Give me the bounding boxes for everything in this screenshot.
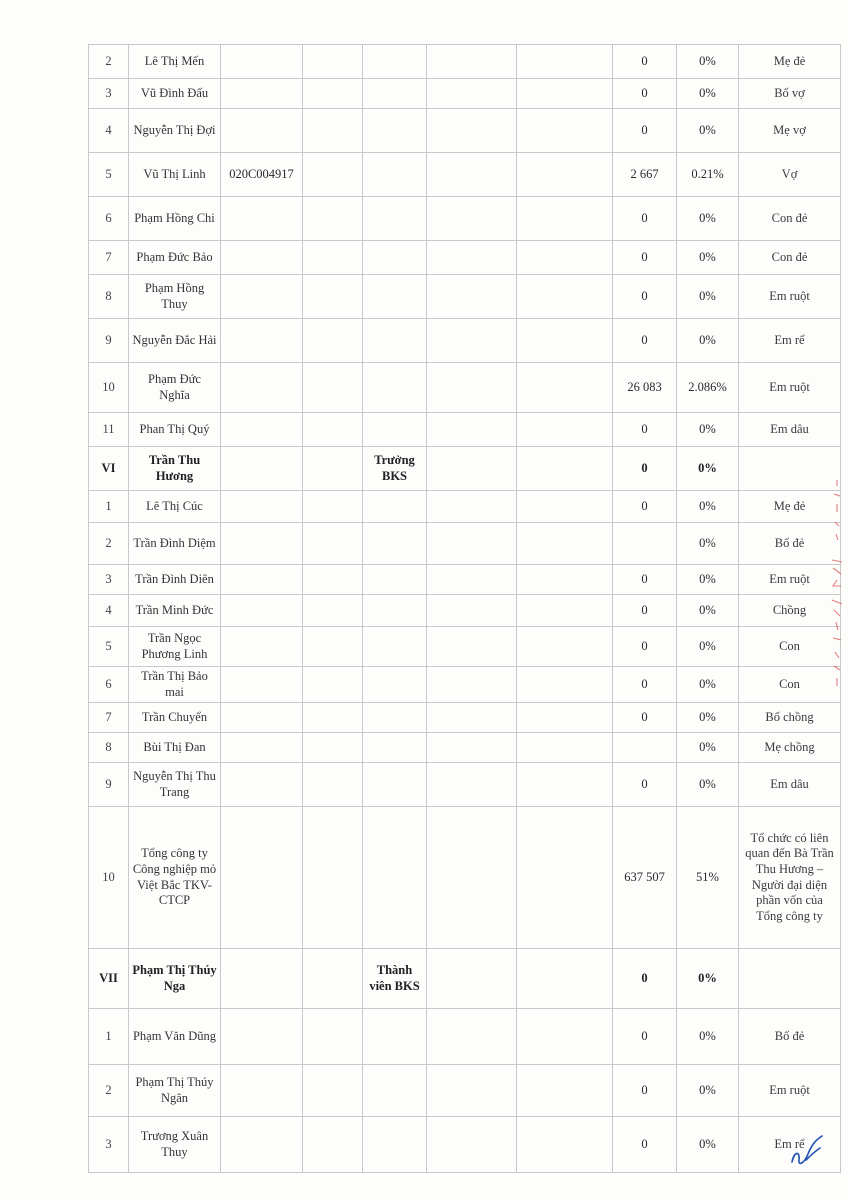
cell-empty [517, 627, 613, 667]
table-row [89, 241, 841, 275]
cell-empty [303, 1009, 363, 1065]
table-row [89, 45, 841, 79]
cell-ratio: 0% [677, 413, 739, 447]
cell-ratio: 0% [677, 667, 739, 703]
cell-stt: 2 [89, 523, 129, 565]
cell-id [221, 565, 303, 595]
cell-relation: Tổ chức có liên quan đến Bà Trần Thu Hương – Người đại diện phần vốn của Tổng công ty [739, 807, 841, 949]
cell-position [363, 109, 427, 153]
cell-empty [303, 763, 363, 807]
cell-shares: 0 [613, 565, 677, 595]
cell-id [221, 627, 303, 667]
cell-empty [427, 45, 517, 79]
cell-id [221, 763, 303, 807]
cell-position [363, 363, 427, 413]
cell-shares: 0 [613, 1117, 677, 1173]
table-row [89, 703, 841, 733]
table-row [89, 807, 841, 949]
table-row [89, 667, 841, 703]
cell-stt: 6 [89, 197, 129, 241]
cell-position: Trưởng BKS [363, 447, 427, 491]
cell-empty [303, 703, 363, 733]
cell-id [221, 1009, 303, 1065]
cell-empty [303, 363, 363, 413]
cell-empty [303, 949, 363, 1009]
cell-empty [427, 523, 517, 565]
cell-ratio: 0% [677, 703, 739, 733]
cell-shares: 2 667 [613, 153, 677, 197]
cell-empty [427, 363, 517, 413]
table-row [89, 319, 841, 363]
table-row [89, 1117, 841, 1173]
cell-name: Phan Thị Quý [129, 413, 221, 447]
cell-relation: Con [739, 627, 841, 667]
cell-empty [517, 241, 613, 275]
cell-position [363, 1117, 427, 1173]
cell-id [221, 447, 303, 491]
table-row [89, 523, 841, 565]
cell-id [221, 45, 303, 79]
cell-id [221, 109, 303, 153]
cell-empty [303, 241, 363, 275]
cell-id: 020C004917 [221, 153, 303, 197]
cell-shares: 0 [613, 1009, 677, 1065]
cell-position [363, 45, 427, 79]
cell-ratio: 0% [677, 595, 739, 627]
cell-ratio: 0% [677, 241, 739, 275]
cell-position [363, 413, 427, 447]
cell-ratio: 0% [677, 733, 739, 763]
cell-relation: Bố chồng [739, 703, 841, 733]
cell-id [221, 413, 303, 447]
cell-id [221, 733, 303, 763]
cell-position [363, 667, 427, 703]
cell-empty [517, 733, 613, 763]
cell-empty [427, 565, 517, 595]
cell-stt: 6 [89, 667, 129, 703]
cell-ratio: 0% [677, 763, 739, 807]
cell-relation: Em dâu [739, 763, 841, 807]
cell-position [363, 807, 427, 949]
cell-id [221, 523, 303, 565]
cell-ratio: 0% [677, 949, 739, 1009]
cell-empty [303, 413, 363, 447]
cell-ratio: 0% [677, 275, 739, 319]
table-row [89, 763, 841, 807]
cell-relation: Mẹ chồng [739, 733, 841, 763]
cell-empty [303, 197, 363, 241]
cell-empty [427, 241, 517, 275]
cell-shares: 0 [613, 319, 677, 363]
cell-id [221, 667, 303, 703]
cell-empty [303, 627, 363, 667]
cell-id [221, 241, 303, 275]
cell-empty [517, 447, 613, 491]
cell-position [363, 197, 427, 241]
cell-empty [427, 197, 517, 241]
cell-empty [517, 275, 613, 319]
table-row [89, 595, 841, 627]
cell-empty [517, 319, 613, 363]
cell-empty [517, 1117, 613, 1173]
cell-ratio: 0% [677, 523, 739, 565]
cell-shares: 26 083 [613, 363, 677, 413]
cell-name: Phạm Đức Bảo [129, 241, 221, 275]
cell-name: Lê Thị Cúc [129, 491, 221, 523]
cell-shares: 0 [613, 1065, 677, 1117]
signature-icon [786, 1130, 826, 1170]
cell-stt: 5 [89, 627, 129, 667]
cell-name: Bùi Thị Đan [129, 733, 221, 763]
cell-empty [427, 319, 517, 363]
cell-id [221, 363, 303, 413]
table-row [89, 1009, 841, 1065]
cell-name: Trần Thị Bảo mai [129, 667, 221, 703]
cell-empty [303, 1065, 363, 1117]
table-row [89, 275, 841, 319]
cell-empty [427, 447, 517, 491]
cell-name: Trần Chuyển [129, 703, 221, 733]
cell-id [221, 319, 303, 363]
cell-name: Phạm Đức Nghĩa [129, 363, 221, 413]
cell-stt: 1 [89, 491, 129, 523]
cell-shares: 0 [613, 241, 677, 275]
cell-empty [427, 153, 517, 197]
table-row [89, 79, 841, 109]
cell-stt: 2 [89, 45, 129, 79]
cell-ratio: 0% [677, 565, 739, 595]
cell-name: Tổng công ty Công nghiệp mỏ Việt Bắc TKV-CTCP [129, 807, 221, 949]
cell-empty [517, 523, 613, 565]
cell-position [363, 319, 427, 363]
cell-shares: 0 [613, 79, 677, 109]
cell-stt: 3 [89, 565, 129, 595]
cell-name: Trần Ngọc Phương Linh [129, 627, 221, 667]
cell-stt: 7 [89, 703, 129, 733]
cell-shares [613, 733, 677, 763]
cell-shares: 0 [613, 949, 677, 1009]
cell-relation: Chồng [739, 595, 841, 627]
cell-position [363, 491, 427, 523]
cell-empty [303, 319, 363, 363]
table-row [89, 197, 841, 241]
cell-shares: 0 [613, 667, 677, 703]
cell-stt: 8 [89, 733, 129, 763]
cell-empty [303, 595, 363, 627]
table-row [89, 413, 841, 447]
table-row [89, 627, 841, 667]
cell-position [363, 703, 427, 733]
cell-stt: 7 [89, 241, 129, 275]
cell-ratio: 0% [677, 79, 739, 109]
cell-id [221, 703, 303, 733]
cell-empty [517, 79, 613, 109]
cell-id [221, 1065, 303, 1117]
table-row [89, 153, 841, 197]
cell-position [363, 763, 427, 807]
cell-empty [427, 79, 517, 109]
cell-empty [303, 491, 363, 523]
cell-id [221, 79, 303, 109]
cell-relation: Vợ [739, 153, 841, 197]
stamp-icon [826, 470, 848, 700]
cell-empty [303, 79, 363, 109]
cell-empty [303, 109, 363, 153]
table-row [89, 1065, 841, 1117]
table-row [89, 447, 841, 491]
cell-empty [303, 1117, 363, 1173]
cell-stt: VI [89, 447, 129, 491]
cell-stt: 9 [89, 763, 129, 807]
cell-name: Trần Minh Đức [129, 595, 221, 627]
cell-position [363, 595, 427, 627]
cell-shares: 0 [613, 491, 677, 523]
cell-shares: 0 [613, 45, 677, 79]
cell-empty [517, 491, 613, 523]
cell-stt: 11 [89, 413, 129, 447]
cell-relation: Em rể [739, 319, 841, 363]
cell-empty [427, 109, 517, 153]
cell-position [363, 275, 427, 319]
cell-ratio: 0% [677, 319, 739, 363]
cell-relation: Bố vợ [739, 79, 841, 109]
cell-name: Phạm Văn Dũng [129, 1009, 221, 1065]
table-body [89, 45, 841, 1173]
cell-empty [303, 667, 363, 703]
cell-shares: 0 [613, 763, 677, 807]
cell-empty [303, 807, 363, 949]
cell-shares: 637 507 [613, 807, 677, 949]
cell-empty [303, 565, 363, 595]
cell-relation: Bố đẻ [739, 1009, 841, 1065]
cell-empty [517, 1009, 613, 1065]
cell-relation: Mẹ đẻ [739, 45, 841, 79]
cell-empty [517, 565, 613, 595]
cell-name: Trương Xuân Thuy [129, 1117, 221, 1173]
cell-empty [517, 413, 613, 447]
cell-id [221, 807, 303, 949]
cell-position [363, 1009, 427, 1065]
cell-empty [427, 1065, 517, 1117]
cell-stt: 4 [89, 595, 129, 627]
cell-position [363, 565, 427, 595]
cell-empty [427, 703, 517, 733]
cell-empty [427, 1009, 517, 1065]
cell-name: Phạm Hồng Chi [129, 197, 221, 241]
cell-position [363, 79, 427, 109]
cell-stt: 1 [89, 1009, 129, 1065]
cell-name: Vũ Đình Đấu [129, 79, 221, 109]
cell-relation [739, 949, 841, 1009]
cell-ratio: 0% [677, 447, 739, 491]
cell-ratio: 0% [677, 45, 739, 79]
cell-empty [303, 733, 363, 763]
cell-relation: Mẹ vợ [739, 109, 841, 153]
cell-relation: Con đẻ [739, 241, 841, 275]
cell-name: Nguyễn Thị Thu Trang [129, 763, 221, 807]
cell-empty [517, 197, 613, 241]
cell-relation: Em rể [739, 1117, 841, 1173]
cell-ratio: 0% [677, 627, 739, 667]
cell-empty [517, 703, 613, 733]
cell-name: Phạm Thị Thúy Ngân [129, 1065, 221, 1117]
cell-relation: Em dâu [739, 413, 841, 447]
table-row [89, 733, 841, 763]
cell-empty [517, 667, 613, 703]
cell-empty [427, 949, 517, 1009]
cell-relation: Em ruột [739, 1065, 841, 1117]
cell-name: Nguyễn Đắc Hải [129, 319, 221, 363]
cell-shares: 0 [613, 627, 677, 667]
cell-ratio: 0.21% [677, 153, 739, 197]
cell-id [221, 1117, 303, 1173]
cell-position: Thành viên BKS [363, 949, 427, 1009]
cell-empty [303, 447, 363, 491]
cell-relation: Mẹ đẻ [739, 491, 841, 523]
related-persons-table [88, 44, 841, 1173]
cell-name: Lê Thị Mến [129, 45, 221, 79]
cell-empty [303, 275, 363, 319]
cell-shares [613, 523, 677, 565]
table-row [89, 109, 841, 153]
cell-stt: 4 [89, 109, 129, 153]
cell-position [363, 1065, 427, 1117]
cell-empty [517, 153, 613, 197]
cell-ratio: 2.086% [677, 363, 739, 413]
cell-ratio: 51% [677, 807, 739, 949]
cell-empty [517, 1065, 613, 1117]
cell-shares: 0 [613, 595, 677, 627]
cell-position [363, 733, 427, 763]
cell-empty [517, 45, 613, 79]
cell-empty [303, 523, 363, 565]
cell-empty [427, 667, 517, 703]
cell-relation: Con đẻ [739, 197, 841, 241]
cell-id [221, 595, 303, 627]
cell-empty [427, 595, 517, 627]
cell-stt: 9 [89, 319, 129, 363]
cell-stt: 3 [89, 1117, 129, 1173]
cell-empty [517, 363, 613, 413]
cell-shares: 0 [613, 109, 677, 153]
cell-empty [427, 275, 517, 319]
cell-name: Vũ Thị Linh [129, 153, 221, 197]
cell-relation: Em ruột [739, 275, 841, 319]
cell-stt: 2 [89, 1065, 129, 1117]
cell-relation: Bố đẻ [739, 523, 841, 565]
cell-empty [517, 949, 613, 1009]
cell-name: Phạm Thị Thúy Nga [129, 949, 221, 1009]
cell-relation: Con [739, 667, 841, 703]
cell-empty [517, 763, 613, 807]
cell-empty [427, 733, 517, 763]
table-row [89, 565, 841, 595]
cell-stt: 10 [89, 807, 129, 949]
cell-shares: 0 [613, 703, 677, 733]
cell-ratio: 0% [677, 197, 739, 241]
cell-ratio: 0% [677, 109, 739, 153]
cell-id [221, 491, 303, 523]
cell-stt: 8 [89, 275, 129, 319]
table-row [89, 949, 841, 1009]
cell-stt: 10 [89, 363, 129, 413]
cell-stt: VII [89, 949, 129, 1009]
cell-id [221, 949, 303, 1009]
cell-relation: Em ruột [739, 565, 841, 595]
cell-name: Nguyễn Thị Đợi [129, 109, 221, 153]
cell-ratio: 0% [677, 1117, 739, 1173]
cell-empty [517, 807, 613, 949]
cell-id [221, 275, 303, 319]
table-row [89, 491, 841, 523]
cell-ratio: 0% [677, 491, 739, 523]
cell-empty [427, 1117, 517, 1173]
cell-empty [303, 153, 363, 197]
cell-empty [427, 763, 517, 807]
cell-position [363, 523, 427, 565]
cell-shares: 0 [613, 447, 677, 491]
table-row [89, 363, 841, 413]
cell-name: Trần Đình Diên [129, 565, 221, 595]
cell-empty [427, 807, 517, 949]
cell-stt: 5 [89, 153, 129, 197]
cell-name: Trần Thu Hương [129, 447, 221, 491]
cell-empty [517, 595, 613, 627]
cell-empty [517, 109, 613, 153]
cell-ratio: 0% [677, 1009, 739, 1065]
cell-position [363, 153, 427, 197]
cell-shares: 0 [613, 275, 677, 319]
cell-empty [427, 413, 517, 447]
cell-relation: Em ruột [739, 363, 841, 413]
cell-name: Trần Đình Diệm [129, 523, 221, 565]
cell-position [363, 241, 427, 275]
cell-name: Phạm Hồng Thuy [129, 275, 221, 319]
cell-empty [427, 491, 517, 523]
cell-ratio: 0% [677, 1065, 739, 1117]
cell-id [221, 197, 303, 241]
cell-position [363, 627, 427, 667]
cell-shares: 0 [613, 413, 677, 447]
cell-stt: 3 [89, 79, 129, 109]
cell-shares: 0 [613, 197, 677, 241]
cell-empty [303, 45, 363, 79]
cell-empty [427, 627, 517, 667]
